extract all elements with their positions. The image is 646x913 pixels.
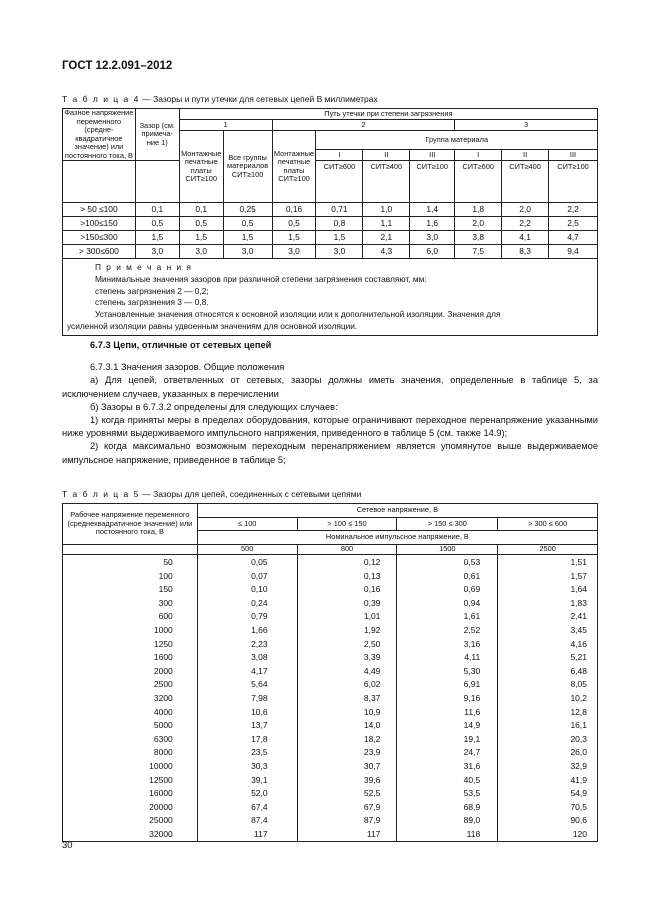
table-row (63, 217, 598, 231)
value-cell: 1,8 (455, 203, 502, 217)
clearance-cell: 87,4 (197, 814, 297, 828)
clearance-cell: 67,9 (297, 801, 397, 815)
voltage-cell: >100≤150 (63, 217, 136, 231)
clearance-cell: 0,12 (297, 555, 397, 570)
value-cell: 7,5 (455, 245, 502, 259)
clearance-cell: 3,08 (197, 651, 297, 665)
clearance-cell: 0,53 (397, 555, 498, 570)
clearance-cell: 1,83 (498, 597, 598, 611)
clearance-cell: 0,79 (197, 610, 297, 624)
paragraph: 6.7.3.1 Значения зазоров. Общие положения (90, 362, 285, 373)
working-voltage-cell: 1600 (63, 651, 198, 665)
clearance-cell: 2,50 (297, 638, 397, 652)
cti-cell: СИТ≥600 (455, 161, 502, 203)
impulse-cell: 2500 (498, 545, 598, 555)
clearance-cell: 0,61 (397, 570, 498, 584)
working-voltage-cell: 10000 (63, 760, 198, 774)
table5-caption-text: — Зазоры для цепей, соединенных с сетевыми цепями (139, 489, 362, 499)
clearance-cell: 18,2 (297, 733, 397, 747)
working-voltage-cell: 150 (63, 583, 198, 597)
paragraph: а) Для цепей, ответвленных от сетевых, зазоры должны иметь значения, определенные в таблице 5, за исключением случаев, указанных в перечислении (62, 375, 598, 399)
working-voltage-cell: 2000 (63, 665, 198, 679)
working-voltage-cell: 6300 (63, 733, 198, 747)
value-cell: 8,3 (502, 245, 549, 259)
value-cell: 1,5 (179, 231, 223, 245)
table-row (63, 638, 598, 652)
group-material: Группа материала (316, 131, 598, 150)
col-working-voltage: Рабочее напряжение переменного (среднеквадратичное значение) или постоянного тока, В (63, 504, 198, 545)
value-cell: 1,6 (410, 217, 455, 231)
table-row (63, 746, 598, 760)
working-voltage-cell: 1250 (63, 638, 198, 652)
table4-caption-prefix: Т а б л и ц а 4 (62, 94, 140, 104)
working-voltage-cell: 100 (63, 570, 198, 584)
value-cell: 3,8 (455, 231, 502, 245)
clearance-cell: 16,1 (498, 719, 598, 733)
cti-cell: СИТ≥400 (502, 161, 549, 203)
table-row (63, 733, 598, 747)
table-row (63, 570, 598, 584)
clearance-cell: 52,0 (197, 787, 297, 801)
table5-caption (62, 489, 361, 499)
clearance-cell: 26,0 (498, 746, 598, 760)
cti-cell: СИТ≥400 (363, 161, 410, 203)
clearance-cell: 117 (197, 828, 297, 842)
table-row (63, 787, 598, 801)
working-voltage-cell: 20000 (63, 801, 198, 815)
value-cell: 1,4 (410, 203, 455, 217)
clearance-cell: 5,21 (498, 651, 598, 665)
table4-caption-text: — Зазоры и пути утечки для сетевых цепей В миллиметрах (139, 94, 378, 104)
clearance-cell: 10,9 (297, 706, 397, 720)
paragraph: б) Зазоры в 6.7.3.2 определены для следующих случаев: (90, 401, 338, 412)
clearance-cell: 17,8 (197, 733, 297, 747)
table-row (63, 555, 598, 570)
clearance-cell: 5,30 (397, 665, 498, 679)
impulse-cell: 1500 (397, 545, 498, 555)
value-cell: 3,0 (316, 245, 363, 259)
mains-cell: > 300 ≤ 600 (498, 517, 598, 531)
clearance-cell: 90,6 (498, 814, 598, 828)
paragraph: 2) когда максимально возможным переходным перенапряжением является упомянутое выше выдерживаемое импульсное напряжение, приведенное в таблице 5; (62, 441, 598, 465)
value-cell: 0,5 (179, 217, 223, 231)
clearance-cell: 24,7 (397, 746, 498, 760)
value-cell: 1,5 (223, 231, 272, 245)
value-cell: 0,16 (272, 203, 316, 217)
value-cell: 2,0 (455, 217, 502, 231)
note-line: степень загрязнения 3 — 0,8. (95, 297, 209, 308)
clearance-cell: 4,16 (498, 638, 598, 652)
clearance-cell: 1,57 (498, 570, 598, 584)
working-voltage-cell: 16000 (63, 787, 198, 801)
clearance-cell: 0,10 (197, 583, 297, 597)
impulse-cell: 800 (297, 545, 397, 555)
clearance-cell: 68,9 (397, 801, 498, 815)
clearance-cell: 0,94 (397, 597, 498, 611)
value-cell: 3,0 (272, 245, 316, 259)
pollution-degree-2: 2 (272, 120, 455, 131)
clearance-cell: 31,6 (397, 760, 498, 774)
clearance-cell: 41,9 (498, 774, 598, 788)
notes-title: П р и м е ч а н и я (95, 262, 193, 273)
value-cell: 0,5 (135, 217, 179, 231)
clearance-cell: 30,3 (197, 760, 297, 774)
clearance-cell: 14,0 (297, 719, 397, 733)
table-row (63, 814, 598, 828)
value-cell: 3,0 (223, 245, 272, 259)
value-cell: 3,0 (410, 231, 455, 245)
clearance-cell: 0,07 (197, 570, 297, 584)
note-line: степень загрязнения 2 — 0,2; (95, 285, 209, 296)
sub-all-groups: Все группы материалов СИТ≥100 (223, 131, 272, 203)
table5-body (63, 555, 598, 842)
clearance-cell: 20,3 (498, 733, 598, 747)
voltage-cell: > 300≤600 (63, 245, 136, 259)
col-mains-voltage: Сетевое напряжение, В (197, 504, 597, 518)
clearance-cell: 87,9 (297, 814, 397, 828)
note-line: усиленной изоляции равны удвоенным значениям для основной изоляции. (67, 321, 358, 331)
clearance-cell: 2,41 (498, 610, 598, 624)
col-phase-voltage: Фазное напряжение переменного (среднеквадратичное значение) или постоянного тока, В (64, 108, 134, 160)
voltage-cell: > 50 ≤100 (63, 203, 136, 217)
clearance-cell: 1,64 (498, 583, 598, 597)
value-cell: 2,2 (549, 203, 598, 217)
clearance-cell: 89,0 (397, 814, 498, 828)
clearance-cell: 0,16 (297, 583, 397, 597)
group-cell: II (363, 150, 410, 161)
value-cell: 0,5 (272, 217, 316, 231)
value-cell: 1,5 (135, 231, 179, 245)
cti-cell: СИТ≥600 (316, 161, 363, 203)
table-row (63, 665, 598, 679)
working-voltage-cell: 50 (63, 555, 198, 570)
clearance-cell: 30,7 (297, 760, 397, 774)
clearance-cell: 118 (397, 828, 498, 842)
pollution-degree-3: 3 (455, 120, 598, 131)
clearance-cell: 39,6 (297, 774, 397, 788)
clearance-cell: 120 (498, 828, 598, 842)
clearance-cell: 4,11 (397, 651, 498, 665)
value-cell: 1,1 (363, 217, 410, 231)
table4-caption (62, 94, 378, 104)
value-cell: 1,0 (363, 203, 410, 217)
group-cell: I (455, 150, 502, 161)
table5-caption-prefix: Т а б л и ц а 5 (62, 489, 140, 499)
working-voltage-cell: 5000 (63, 719, 198, 733)
working-voltage-cell: 600 (63, 610, 198, 624)
clearance-cell: 67,4 (197, 801, 297, 815)
clearance-cell: 11,6 (397, 706, 498, 720)
clearance-cell: 1,66 (197, 624, 297, 638)
cti-cell: СИТ≥100 (549, 161, 598, 203)
table-row (63, 760, 598, 774)
clearance-cell: 54,9 (498, 787, 598, 801)
standard-header: ГОСТ 12.2.091–2012 (62, 60, 173, 72)
section-6-7-3 (62, 339, 598, 467)
value-cell: 4,1 (502, 231, 549, 245)
value-cell: 0,1 (179, 203, 223, 217)
paragraph: 1) когда приняты меры в пределах оборудования, которые ограничивают переходное перенапряжение указанными ниже уровнями выдерживаемого импульсного напряжения, приведенного в таблице 5 (см. также 14.9); (62, 415, 598, 439)
section-heading: 6.7.3 Цепи, отличные от сетевых цепей (90, 340, 272, 350)
table-row (63, 610, 598, 624)
value-cell: 3,0 (135, 245, 179, 259)
clearance-cell: 1,01 (297, 610, 397, 624)
clearance-cell: 9,16 (397, 692, 498, 706)
clearance-cell: 23,9 (297, 746, 397, 760)
working-voltage-cell: 32000 (63, 828, 198, 842)
value-cell: 0,5 (223, 217, 272, 231)
working-voltage-cell: 4000 (63, 706, 198, 720)
table-4 (62, 108, 598, 336)
table-row (63, 719, 598, 733)
clearance-cell: 0,24 (197, 597, 297, 611)
clearance-cell: 8,05 (498, 678, 598, 692)
impulse-cell: 500 (197, 545, 297, 555)
clearance-cell: 10,2 (498, 692, 598, 706)
clearance-cell: 13,7 (197, 719, 297, 733)
group-cell: III (549, 150, 598, 161)
mains-cell: > 150 ≤ 300 (397, 517, 498, 531)
note-line: Установленные значения относятся к основной изоляции или к дополнительной изоляции. Значения для (95, 309, 501, 320)
col-leakage-path: Путь утечки при степени загрязнения (179, 109, 597, 120)
clearance-cell: 7,98 (197, 692, 297, 706)
clearance-cell: 0,13 (297, 570, 397, 584)
table-row (63, 203, 598, 217)
value-cell: 4,7 (549, 231, 598, 245)
impulse-label: Номинальное импульсное напряжение, В (197, 531, 597, 545)
pollution-degree-1: 1 (179, 120, 272, 131)
working-voltage-cell: 1000 (63, 624, 198, 638)
table-row (63, 597, 598, 611)
clearance-cell: 1,61 (397, 610, 498, 624)
clearance-cell: 0,05 (197, 555, 297, 570)
value-cell: 3,0 (179, 245, 223, 259)
clearance-cell: 39,1 (197, 774, 297, 788)
clearance-cell: 8,37 (297, 692, 397, 706)
table-5 (62, 503, 598, 842)
table-row (63, 651, 598, 665)
sub-pcb-2: Монтажные печатные платы СИТ≥100 (272, 131, 316, 203)
voltage-cell: >150≤300 (63, 231, 136, 245)
table-row (63, 692, 598, 706)
value-cell: 0,25 (223, 203, 272, 217)
clearance-cell: 19,1 (397, 733, 498, 747)
table-row (63, 624, 598, 638)
clearance-cell: 3,16 (397, 638, 498, 652)
clearance-cell: 6,48 (498, 665, 598, 679)
working-voltage-cell: 300 (63, 597, 198, 611)
clearance-cell: 5,64 (197, 678, 297, 692)
mains-cell: > 100 ≤ 150 (297, 517, 397, 531)
sub-pcb-1: Монтажные печатные платы СИТ≥100 (179, 131, 223, 203)
clearance-cell: 10,6 (197, 706, 297, 720)
table-row (63, 245, 598, 259)
value-cell: 9,4 (549, 245, 598, 259)
working-voltage-cell: 3200 (63, 692, 198, 706)
value-cell: 0,1 (135, 203, 179, 217)
table-row (63, 774, 598, 788)
table-row (63, 583, 598, 597)
table4-notes (63, 259, 598, 336)
table-row (63, 231, 598, 245)
clearance-cell: 12,8 (498, 706, 598, 720)
group-cell: II (502, 150, 549, 161)
clearance-cell: 4,17 (197, 665, 297, 679)
clearance-cell: 2,52 (397, 624, 498, 638)
clearance-cell: 2,23 (197, 638, 297, 652)
clearance-cell: 117 (297, 828, 397, 842)
clearance-cell: 40,5 (397, 774, 498, 788)
col-gap: Зазор (см. примечание 1) (135, 109, 179, 161)
clearance-cell: 0,69 (397, 583, 498, 597)
clearance-cell: 14,9 (397, 719, 498, 733)
value-cell: 1,5 (316, 231, 363, 245)
page-number: 30 (62, 840, 73, 851)
clearance-cell: 1,92 (297, 624, 397, 638)
working-voltage-cell: 2500 (63, 678, 198, 692)
cti-cell: СИТ≥100 (410, 161, 455, 203)
table-row (63, 801, 598, 815)
table-row (63, 678, 598, 692)
clearance-cell: 1,51 (498, 555, 598, 570)
value-cell: 2,2 (502, 217, 549, 231)
mains-cell: ≤ 100 (197, 517, 297, 531)
value-cell: 2,1 (363, 231, 410, 245)
value-cell: 2,5 (549, 217, 598, 231)
working-voltage-cell: 12500 (63, 774, 198, 788)
table-row (63, 828, 598, 842)
clearance-cell: 23,5 (197, 746, 297, 760)
value-cell: 0,8 (316, 217, 363, 231)
table-row (63, 706, 598, 720)
clearance-cell: 70,5 (498, 801, 598, 815)
working-voltage-cell: 8000 (63, 746, 198, 760)
clearance-cell: 6,91 (397, 678, 498, 692)
clearance-cell: 3,39 (297, 651, 397, 665)
clearance-cell: 0,39 (297, 597, 397, 611)
clearance-cell: 6,02 (297, 678, 397, 692)
value-cell: 4,3 (363, 245, 410, 259)
value-cell: 0,71 (316, 203, 363, 217)
clearance-cell: 53,5 (397, 787, 498, 801)
clearance-cell: 3,45 (498, 624, 598, 638)
note-line: Минимальные значения зазоров при различной степени загрязнения составляют, мм: (95, 273, 427, 284)
value-cell: 2,0 (502, 203, 549, 217)
group-cell: III (410, 150, 455, 161)
clearance-cell: 52,5 (297, 787, 397, 801)
clearance-cell: 32,9 (498, 760, 598, 774)
group-cell: I (316, 150, 363, 161)
value-cell: 1,5 (272, 231, 316, 245)
clearance-cell: 4,49 (297, 665, 397, 679)
working-voltage-cell: 25000 (63, 814, 198, 828)
value-cell: 6,0 (410, 245, 455, 259)
